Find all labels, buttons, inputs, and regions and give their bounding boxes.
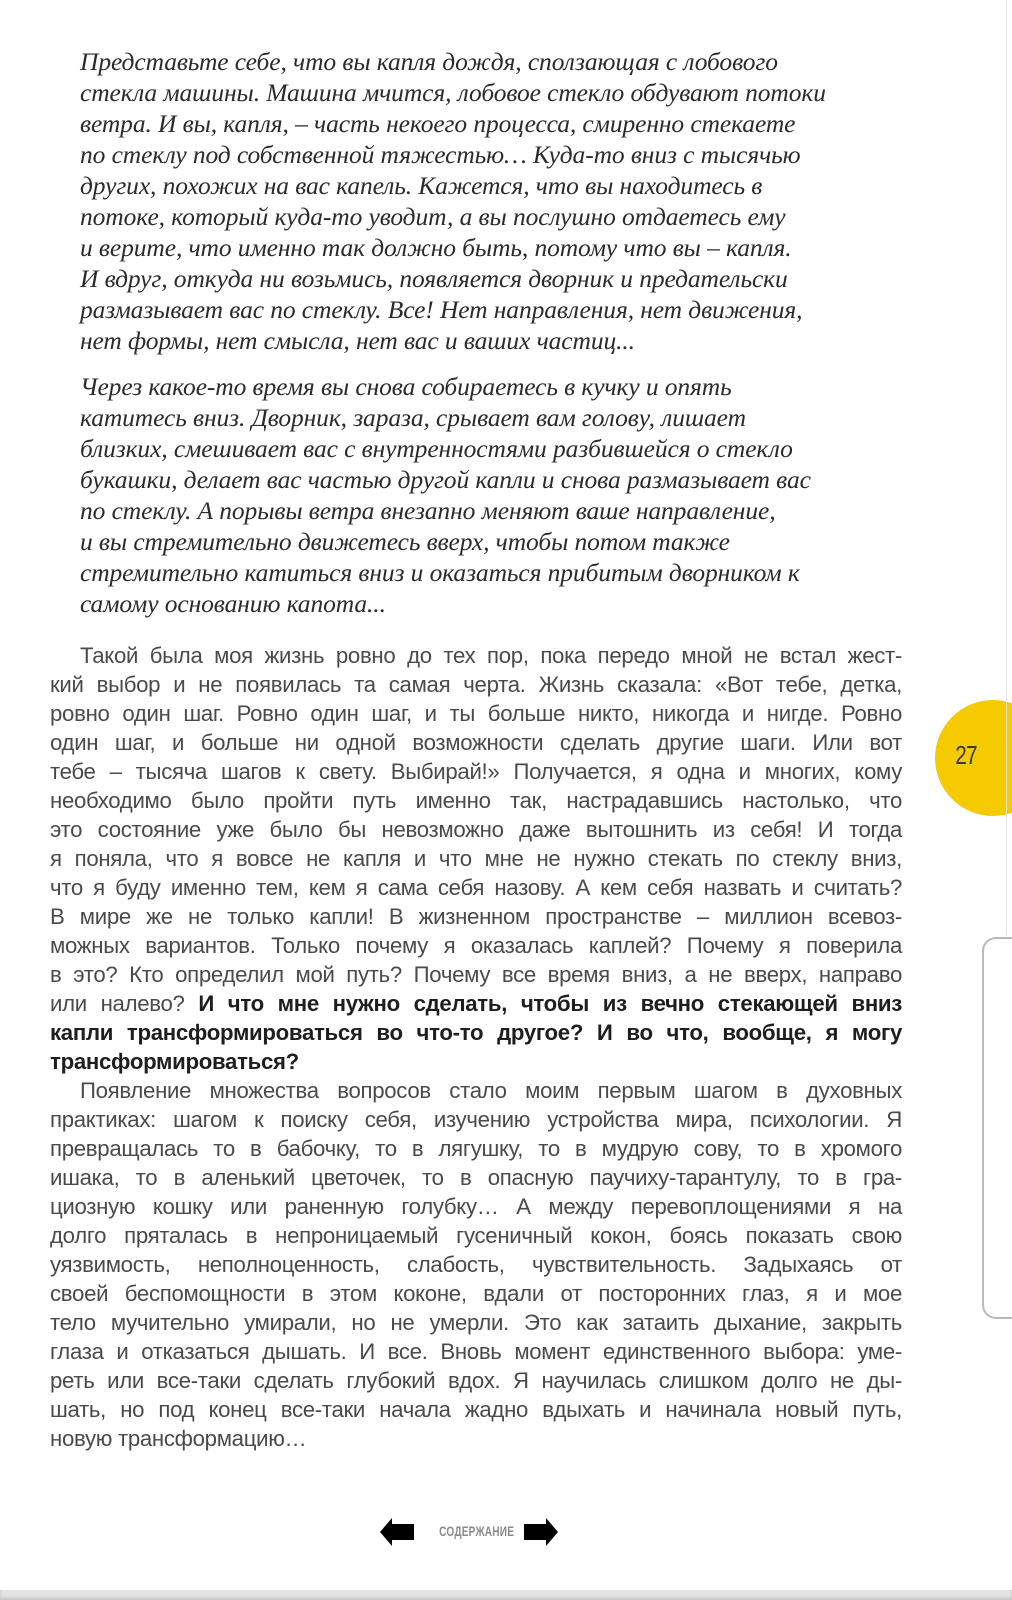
- body-line: что я буду именно тем, кем я сама себя назову. А кем себя назвать и считать?: [50, 875, 902, 900]
- body-text: [50, 641, 902, 1453]
- body-line: один шаг, и больше ни одной возможности сделать другие шаги. Или вот: [50, 730, 902, 755]
- quote-line: по стеклу под собственной тяжестью… Куда-то вниз с тысячью: [80, 140, 801, 169]
- body-line: ишака, то в аленький цветочек, то в опасную паучиху-тарантулу, то в гра-: [50, 1165, 902, 1190]
- quote-line: других, похожих на вас капель. Кажется, что вы находитесь в: [80, 171, 763, 200]
- body-line: я поняла, что я вовсе не капля и что мне не нужно стекать по стеклу вниз,: [50, 846, 902, 871]
- body-line: реть или все-таки сделать глубокий вдох. Я научилась слишком долго не ды-: [50, 1368, 902, 1393]
- body-line: необходимо было пройти путь именно так, настрадавшись настолько, что: [50, 788, 902, 813]
- body-line: это состояние уже было бы невозможно даже вытошнить из себя! И тогда: [50, 817, 902, 842]
- quote-line: потоке, который куда-то уводит, а вы послушно отдаетесь ему: [80, 202, 786, 231]
- contents-link[interactable]: СОДЕРЖАНИЕ: [439, 1523, 515, 1539]
- body-text-normal: или налево?: [50, 991, 199, 1016]
- quote-line: ветра. И вы, капля, – часть некоего процесса, смиренно стекаете: [80, 109, 796, 138]
- body-line: новую трансформацию…: [50, 1426, 307, 1451]
- body-line: циозную кошку или раненную голубку… А между перевоплощениями я на: [50, 1194, 902, 1219]
- body-line: превращалась то в бабочку, то в лягушку, то в мудрую сову, то в хромого: [50, 1136, 902, 1161]
- body-line: тело мучительно умирали, но не умерли. Это как затаить дыхание, закрыть: [50, 1310, 902, 1335]
- body-line: долго пряталась в непроницаемый гусеничный кокон, боясь показать свою: [50, 1223, 902, 1248]
- quote-line: Представьте себе, что вы капля дождя, сползающая с лобового: [80, 47, 778, 76]
- body-paragraph-1: [50, 641, 902, 1076]
- italic-quote-block: [80, 46, 900, 619]
- edge-panel-handle[interactable]: [982, 937, 1012, 1319]
- body-line: тебе – тысяча шагов к свету. Выбирай!» Получается, я одна и многих, кому: [50, 759, 902, 784]
- bottom-edge-bar: [0, 1590, 1012, 1600]
- body-line: в это? Кто определил мой путь? Почему все время вниз, а не вверх, направо: [50, 962, 902, 987]
- body-line: Такой была моя жизнь ровно до тех пор, пока передо мной не встал жест-: [80, 643, 902, 668]
- body-line: глаза и отказаться дышать. И все. Вновь момент единственного выбора: уме-: [50, 1339, 902, 1364]
- quote-paragraph-2: [80, 371, 900, 619]
- quote-line: Через какое-то время вы снова собираетесь в кучку и опять: [80, 372, 732, 401]
- body-line: ровно один шаг. Ровно один шаг, и ты больше никто, никогда и нигде. Ровно: [50, 701, 902, 726]
- body-line: шать, но под конец все-таки начала жадно вдыхать и начинала новый путь,: [50, 1397, 902, 1422]
- body-line: можных вариантов. Только почему я оказалась каплей? Почему я поверила: [50, 933, 902, 958]
- page-edge-divider: [1006, 0, 1007, 935]
- body-line: уязвимость, неполноценность, слабость, чувствительность. Задыхаясь от: [50, 1252, 902, 1277]
- body-line: В мире же не только капли! В жизненном пространстве – миллион всевоз-: [50, 904, 902, 929]
- page-number: 27: [955, 740, 977, 770]
- body-text-bold: И что мне нужно сделать, чтобы из вечно стекающей вниз: [198, 991, 903, 1016]
- quote-line: близких, смешивает вас с внутренностями разбившейся о стекло: [80, 434, 793, 463]
- quote-paragraph-1: [80, 46, 900, 356]
- quote-line: букашки, делает вас частью другой капли и снова размазывает вас: [80, 465, 811, 494]
- quote-line: катитесь вниз. Дворник, зараза, срывает вам голову, лишает: [80, 403, 746, 432]
- quote-line: нет формы, нет смысла, нет вас и ваших частиц...: [80, 326, 635, 355]
- arrow-left-icon[interactable]: [380, 1515, 414, 1549]
- quote-line: И вдруг, откуда ни возьмись, появляется дворник и предательски: [80, 264, 788, 293]
- quote-line: стремительно катиться вниз и оказаться прибитым дворником к: [80, 558, 800, 587]
- quote-line: самому основанию капота...: [80, 589, 386, 618]
- quote-line: и верите, что именно так должно быть, потому что вы – капля.: [80, 233, 792, 262]
- body-line: кий выбор и не появилась та самая черта. Жизнь сказала: «Вот тебе, детка,: [50, 672, 902, 697]
- quote-line: по стеклу. А порывы ветра внезапно меняют ваше направление,: [80, 496, 776, 525]
- body-line: своей беспомощности в этом коконе, вдали от посторонних глаз, я и мое: [50, 1281, 902, 1306]
- quote-line: стекла машины. Машина мчится, лобовое стекло обдувают потоки: [80, 78, 826, 107]
- page-navigation: [380, 1515, 560, 1549]
- body-paragraph-2: [50, 1076, 902, 1453]
- body-line: практиках: шагом к поиску себя, изучению устройства мира, психологии. Я: [50, 1107, 902, 1132]
- quote-line: и вы стремительно движетесь вверх, чтобы потом также: [80, 527, 730, 556]
- body-line: Появление множества вопросов стало моим первым шагом в духовных: [80, 1078, 902, 1103]
- body-line-bold: трансформироваться?: [50, 1049, 299, 1074]
- arrow-right-icon[interactable]: [524, 1515, 558, 1549]
- quote-line: размазывает вас по стеклу. Все! Нет направления, нет движения,: [80, 295, 803, 324]
- body-line-mixed: [50, 989, 902, 1018]
- body-line-bold: капли трансформироваться во что-то другое? И во что, вообще, я могу: [50, 1020, 902, 1045]
